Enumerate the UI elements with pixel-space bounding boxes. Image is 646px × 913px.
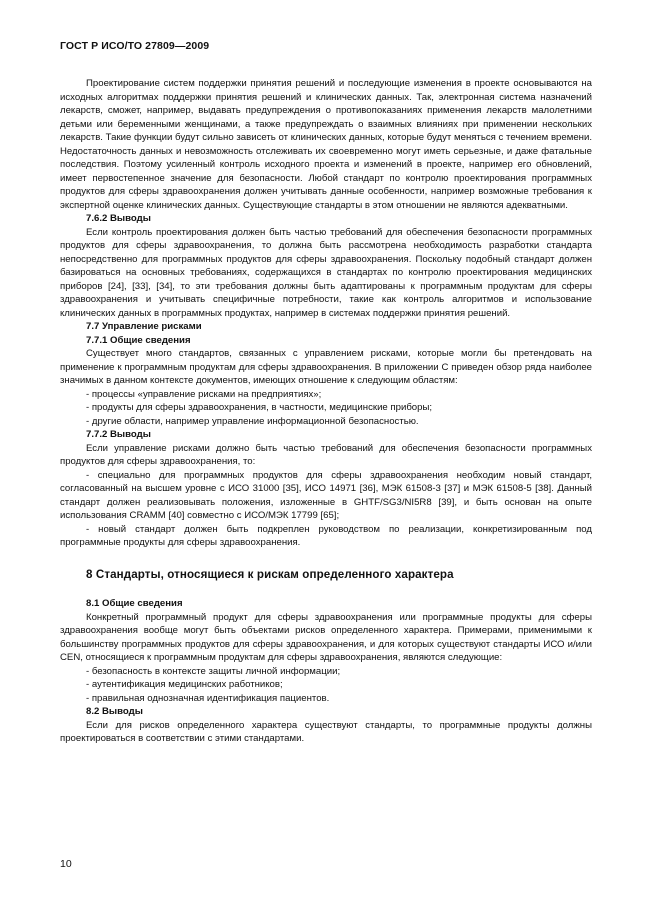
section-heading: 8 Стандарты, относящиеся к рискам определенного характера xyxy=(86,567,454,581)
subsection-heading: 8.2 Выводы xyxy=(86,706,143,717)
paragraph: Существует много стандартов, связанных с управлением рисками, которые могли бы претендовать на применение к программным продуктам для сферы здравоохранения. В приложении С приведен обзор ряда наиболее значимых в данном контексте документов, имеющих отношение к следующим областям: xyxy=(60,348,592,386)
paragraph: - новый стандарт должен быть подкреплен руководством по реализации, конкретизированным под программные продукты для сферы здравоохранения. xyxy=(60,523,592,548)
subsection-heading: 7.7.2 Выводы xyxy=(86,429,151,440)
list-item: - правильная однозначная идентификация пациентов. xyxy=(86,692,330,704)
list-item: - продукты для сферы здравоохранения, в частности, медицинские приборы; xyxy=(86,402,433,413)
subsection-heading: 7.7.1 Общие сведения xyxy=(86,334,191,346)
subsection-heading: 8.1 Общие сведения xyxy=(86,598,183,609)
paragraph: Проектирование систем поддержки принятия решений и последующие изменения в проекте основываются на исходных алгоритмах поддержки принятия решений и клинических данных. Так, электронная система назначений лекарств, сможет, например, выдавать предупреждения о противопоказаниях применения лекарств малолетними детьми или беременными женщинами, а также предупреждать о взаимных влияниях при применении нескольких лекарств. Такие функции будут сильно зависеть от клинических данных, которые будут меняться с течением времени. Недостаточность данных и невозможность отслеживать их своевременно могут иметь серьезные, и даже фатальные последствия. Поэтому усиленный контроль исходного проекта и изменений в проекте, например его обновлений, имеет первостепенное значение для безопасности. Любой стандарт по контролю проектирования программных продуктов для сферы здравоохранения должен учитывать данные особенности, например возможные требования к экспертной оценке клинических данных. Существующие стандарты в этом отношении не являются адекватными. xyxy=(60,78,592,211)
list-item: - другие области, например управление информационной безопасностью. xyxy=(86,415,419,427)
list-item: - процессы «управление рисками на предприятиях»; xyxy=(86,388,322,400)
paragraph: Если для рисков определенного характера существуют стандарты, то программные продукты должны проектироваться в соответствии с этими стандартами. xyxy=(60,719,592,744)
page-number: 10 xyxy=(60,858,72,870)
document-body xyxy=(60,77,592,746)
paragraph: Конкретный программный продукт для сферы здравоохранения или программные продукты для сферы здравоохранения вообще могут быть объектами рисков определенного характера. Примерами, применимыми к большинству программных продуктов для сферы здравоохранения, и для которых существуют стандарты ИСО и/или CEN, относящиеся к программным продуктам для сферы здравоохранения, являются следующие: xyxy=(60,611,592,663)
paragraph: Если контроль проектирования должен быть частью требований для обеспечения безопасности программных продуктов для сферы здравоохранения, то должна быть рассмотрена необходимость разработки стандарта непосредственно для программных продуктов для сферы здравоохранения. Поскольку подобный стандарт должен базироваться на основных требованиях, содержащихся в стандартах по контролю проектирования медицинских приборов [24], [33], [34], то эти требования должны быть адаптированы к программным продуктам для сферы здравоохранения и учитывать специфичные потребности, такие как контроль алгоритмов и использование клинических данных в программных продуктах, например в системах поддержки принятия решений. xyxy=(60,226,592,319)
subsection-heading: 7.6.2 Выводы xyxy=(86,213,151,224)
list-item: - аутентификация медицинских работников; xyxy=(86,679,283,690)
subsection-heading: 7.7 Управление рисками xyxy=(86,321,202,332)
paragraph: Если управление рисками должно быть частью требований для обеспечения безопасности программных продуктов для сферы здравоохранения, то: xyxy=(60,442,592,467)
paragraph: - специально для программных продуктов для сферы здравоохранения необходим новый стандарт, согласованный на высшем уровне с ИСО 31000 [35], ИСО 14971 [36], МЭК 61508-3 [37] и МЭК 61508-5 [38]. Данный стандарт должен реализовывать положения, изложенные в GHTF/SG3/NI5R8 [39], и быть основан на опыте использования CRAMM [40] совместно с ИСО/МЭК 17799 [65]; xyxy=(60,469,592,521)
list-item: - безопасность в контексте защиты личной информации; xyxy=(86,665,341,677)
page-header: ГОСТ Р ИСО/ТО 27809—2009 xyxy=(60,40,210,52)
